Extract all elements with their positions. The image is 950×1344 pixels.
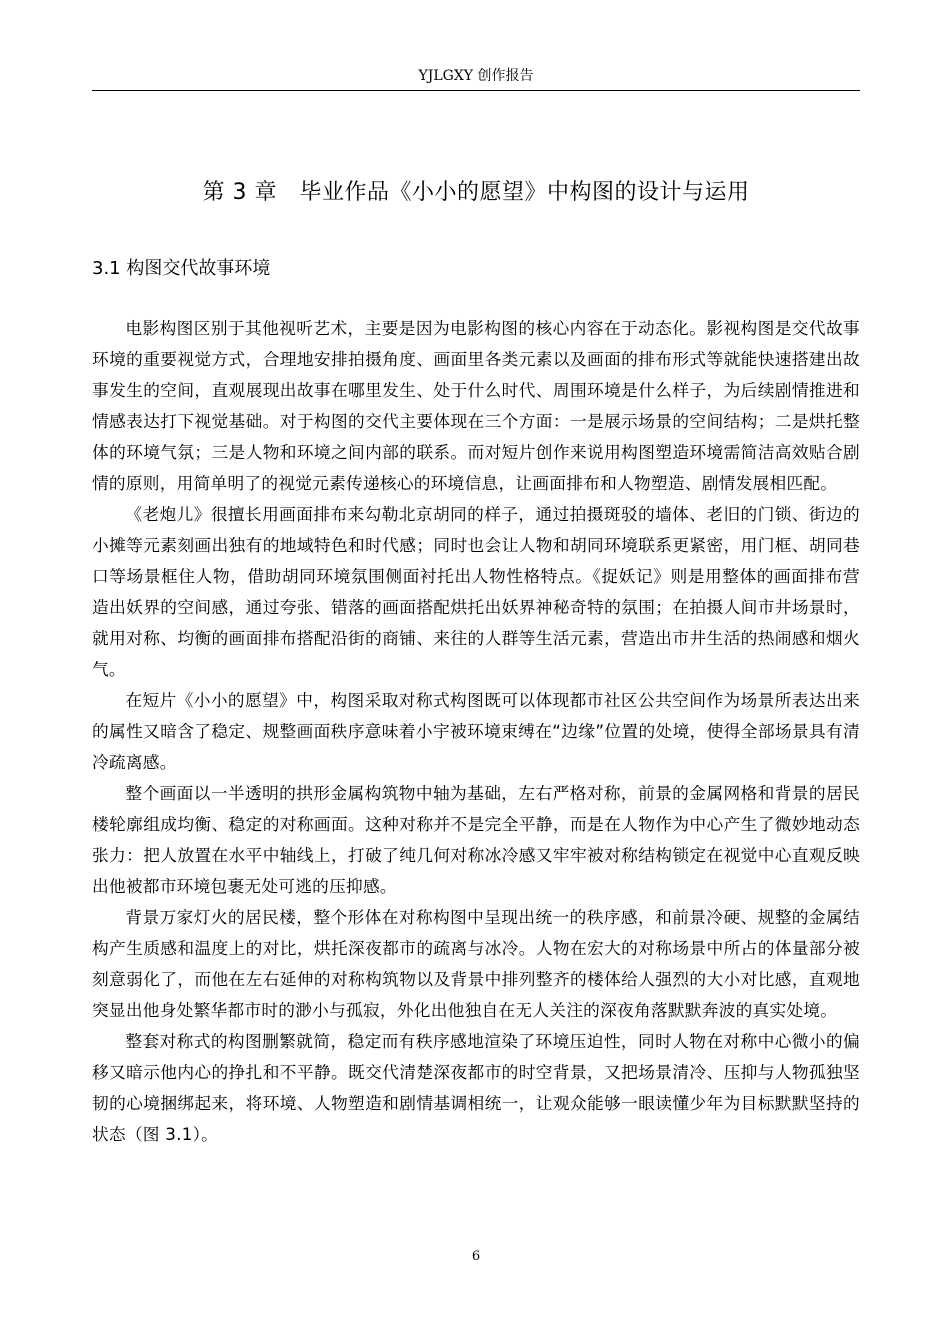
page-number: 6 bbox=[471, 1249, 481, 1264]
paragraph: 整套对称式的构图删繁就简，稳定而有秩序感地渲染了环境压迫性，同时人物在对称中心微小的偏移又暗示他内心的挣扎和不平静。既交代清楚深夜都市的时空背景，又把场景清冷、压抑与人物孤独坚韧的心境捆绑起来，将环境、人物塑造和剧情基调相统一，让观众能够一眼读懂少年为目标默默坚持的状态（图 3.1）。 bbox=[92, 1031, 860, 1144]
paragraph: 电影构图区别于其他视听艺术，主要是因为电影构图的核心内容在于动态化。影视构图是交代故事环境的重要视觉方式，合理地安排拍摄角度、画面里各类元素以及画面的排布形式等就能快速搭建出故事发生的空间，直观展现出故事在哪里发生、处于什么时代、周围环境是什么样子，为后续剧情推进和情感表达打下视觉基础。对于构图的交代主要体现在三个方面：一是展示场景的空间结构；二是烘托整体的环境气氛；三是人物和环境之间内部的联系。而对短片创作来说用构图塑造环境需简洁高效贴合剧情的原则，用简单明了的视觉元素传递核心的环境信息，让画面排布和人物塑造、剧情发展相匹配。 bbox=[92, 318, 860, 493]
paragraph: 背景万家灯火的居民楼，整个形体在对称构图中呈现出统一的秩序感，和前景冷硬、规整的金属结构产生质感和温度上的对比，烘托深夜都市的疏离与冰冷。人物在宏大的对称场景中所占的体量部分被刻意弱化了，而他在左右延伸的对称构筑物以及背景中排列整齐的楼体给人强烈的大小对比感，直观地突显出他身处繁华都市时的渺小与孤寂，外化出他独自在无人关注的深夜角落默默奔波的真实处境。 bbox=[92, 907, 860, 1020]
running-header: YJLGXY 创作报告 bbox=[418, 68, 534, 84]
paragraph: 《老炮儿》很擅长用画面排布来勾勒北京胡同的样子，通过拍摄斑驳的墙体、老旧的门锁、街边的小摊等元素刻画出独有的地域特色和时代感；同时也会让人物和胡同环境联系更紧密，用门框、胡同巷口等场景框住人物，借助胡同环境氛围侧面衬托出人物性格特点。《捉妖记》则是用整体的画面排布营造出妖界的空间感，通过夸张、错落的画面搭配烘托出妖界神秘奇特的氛围；在拍摄人间市井场景时，就用对称、均衡的画面排布搭配沿街的商铺、来往的人群等生活元素，营造出市井生活的热闹感和烟火气。 bbox=[92, 504, 860, 679]
chapter-title: 第 3 章 毕业作品《小小的愿望》中构图的设计与运用 bbox=[202, 180, 750, 205]
header-rule bbox=[92, 90, 860, 91]
paragraph: 在短片《小小的愿望》中，构图采取对称式构图既可以体现都市社区公共空间作为场景所表达出来的属性又暗含了稳定、规整画面秩序意味着小宇被环境束缚在“边缘”位置的处境，使得全部场景具有清冷疏离感。 bbox=[92, 690, 860, 772]
section-heading: 3.1 构图交代故事环境 bbox=[92, 258, 271, 279]
paragraph: 整个画面以一半透明的拱形金属构筑物中轴为基础，左右严格对称，前景的金属网格和背景的居民楼轮廓组成均衡、稳定的对称画面。这种对称并不是完全平静，而是在人物作为中心产生了微妙地动态张力：把人放置在水平中轴线上，打破了纯几何对称冰冷感又牢牢被对称结构锁定在视觉中心直观反映出他被都市环境包裹无处可逃的压抑感。 bbox=[92, 783, 860, 896]
body-text bbox=[92, 313, 860, 1150]
